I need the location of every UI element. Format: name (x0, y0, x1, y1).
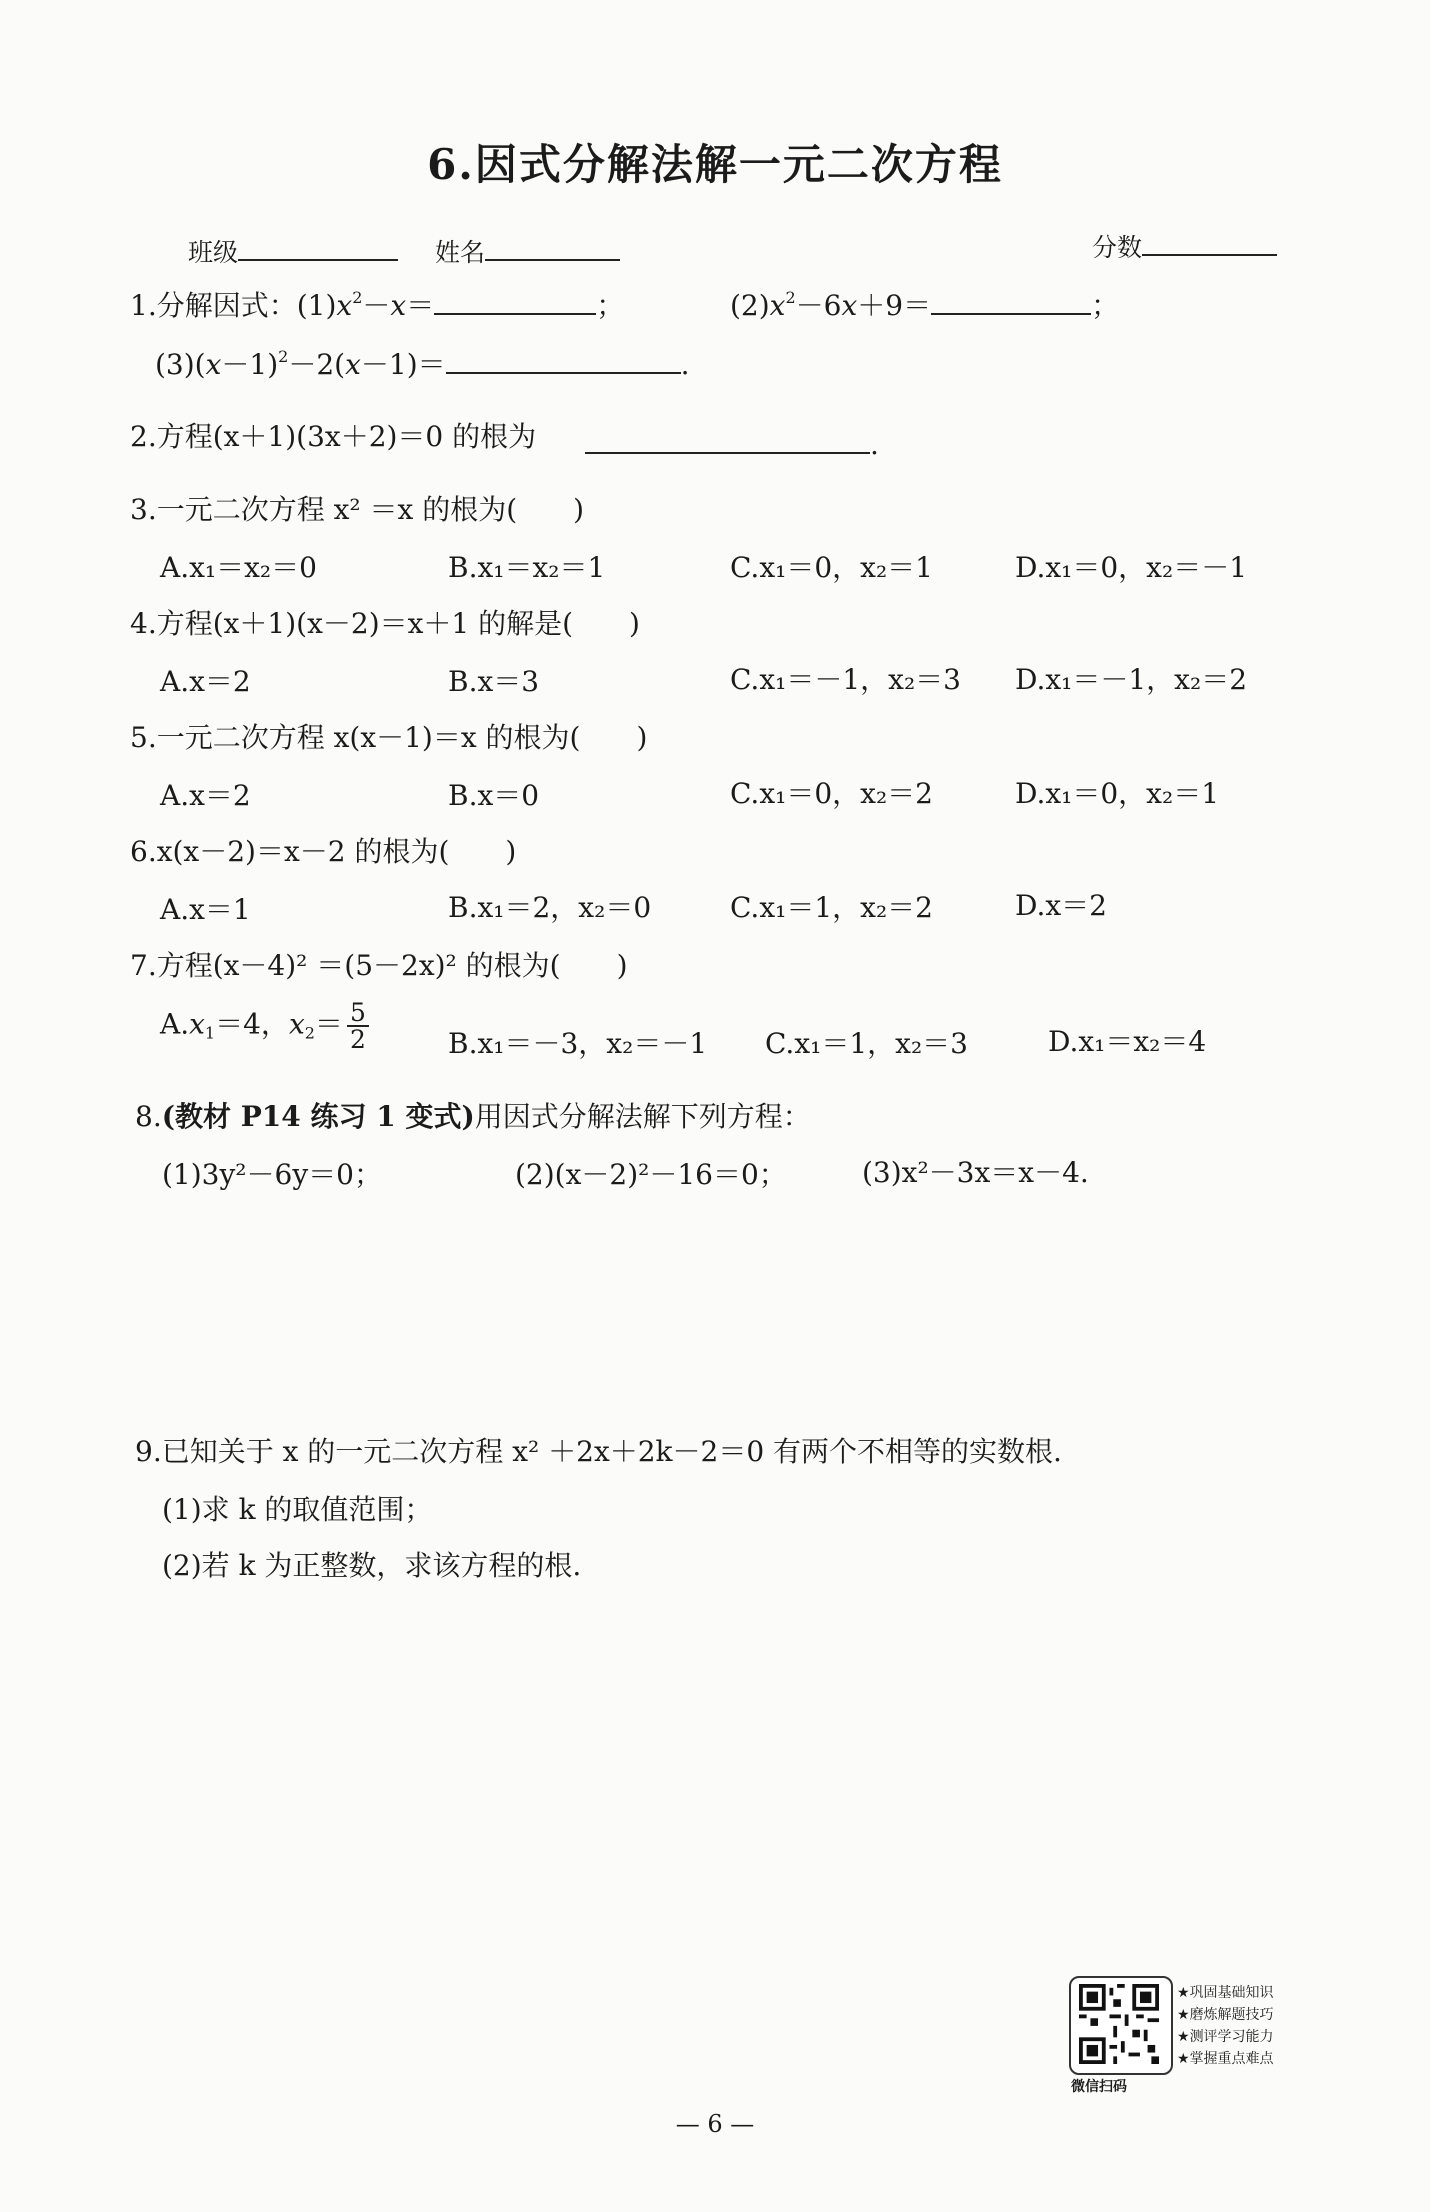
class-field (188, 233, 398, 269)
question-4-stem: 4.方程(x＋1)(x－2)＝x＋1 的解是( ) (130, 607, 640, 640)
question-7-option-a[interactable]: $A.x_1=4$，$x_2=$ $\frac{5}{2}$ (160, 1000, 369, 1052)
answer-blank-2[interactable] (585, 452, 870, 454)
page-number: — 6 — (675, 2110, 755, 2138)
question-5-option-c[interactable]: C.x₁＝0，x₂＝2 (730, 777, 933, 810)
qr-feature-item: ★巩固基础知识 (1177, 1985, 1274, 2001)
question-4-option-d[interactable]: D.x₁＝－1，x₂＝2 (1015, 663, 1248, 696)
question-1-part-2-prefix: (2) (730, 289, 770, 322)
question-1-part-3: $(3)(x-1)^2-2(x-1)=$ . (155, 347, 690, 381)
name-blank[interactable] (485, 259, 620, 261)
question-4-option-b[interactable]: B.x＝3 (448, 665, 540, 698)
page-title: 6.因式分解法解一元二次方程 (427, 140, 1003, 189)
qr-feature-list (1177, 1982, 1274, 2070)
fraction-five-halves: $\frac{5}{2}$ (347, 1000, 369, 1052)
question-3-option-b[interactable]: B.x₁＝x₂＝1 (448, 551, 606, 584)
question-8-part-1: (1)3y²－6y＝0； (162, 1158, 382, 1191)
question-6-option-a[interactable]: A.x＝1 (160, 893, 251, 926)
question-3-option-a[interactable]: A.x₁＝x₂＝0 (160, 551, 317, 584)
question-1-part-3-prefix: (3) (155, 348, 195, 381)
question-8-part-3: (3)x²－3x＝x－4. (862, 1156, 1089, 1189)
name-label: 姓名 (435, 238, 486, 267)
qr-code-icon[interactable] (1079, 1984, 1159, 2064)
question-8-stem-line (135, 1095, 811, 1135)
question-7-option-c[interactable]: C.x₁＝1，x₂＝3 (765, 1027, 968, 1060)
question-3-option-c[interactable]: C.x₁＝0，x₂＝1 (730, 551, 933, 584)
question-9-part-1: (1)求 k 的取值范围； (162, 1493, 433, 1526)
question-6-option-c[interactable]: C.x₁＝1，x₂＝2 (730, 891, 933, 924)
question-2-stem: 2.方程(x＋1)(3x＋2)＝0 的根为 (130, 420, 537, 453)
name-field (435, 233, 620, 269)
question-9-stem: 9.已知关于 x 的一元二次方程 x² ＋2x＋2k－2＝0 有两个不相等的实数根. (135, 1435, 1062, 1468)
question-5-option-a[interactable]: A.x＝2 (160, 779, 251, 812)
question-8-stem: 用因式分解法解下列方程： (474, 1100, 811, 1133)
question-7-option-b[interactable]: B.x₁＝－3，x₂＝－1 (448, 1027, 708, 1060)
question-5-stem: 5.一元二次方程 x(x－1)＝x 的根为( ) (130, 721, 648, 754)
question-1-stem: 1.分解因式：(1) (130, 289, 337, 322)
question-4-option-c[interactable]: C.x₁＝－1，x₂＝3 (730, 663, 961, 696)
answer-blank-1-3[interactable] (446, 372, 681, 374)
question-7-stem: 7.方程(x－4)² ＝(5－2x)² 的根为( ) (130, 949, 628, 982)
question-8-part-2: (2)(x－2)²－16＝0； (515, 1158, 787, 1191)
qr-code-block (1065, 1968, 1285, 2103)
question-6-option-b[interactable]: B.x₁＝2，x₂＝0 (448, 891, 652, 924)
question-2-answer: . (585, 428, 879, 461)
score-blank[interactable] (1142, 254, 1277, 256)
question-8-number: 8. (135, 1100, 162, 1133)
question-6-stem: 6.x(x－2)＝x－2 的根为( ) (130, 835, 517, 868)
class-label: 班级 (188, 238, 239, 267)
score-field (1092, 228, 1277, 264)
question-9-part-2: (2)若 k 为正整数，求该方程的根. (162, 1549, 582, 1582)
question-5-option-d[interactable]: D.x₁＝0，x₂＝1 (1015, 777, 1220, 810)
question-5-option-b[interactable]: B.x＝0 (448, 779, 540, 812)
question-3-stem: 3.一元二次方程 x² ＝x 的根为( ) (130, 493, 585, 526)
score-label: 分数 (1092, 233, 1143, 262)
question-1-part-2: $(2)x^2-6x+9=$ ； (730, 288, 1120, 322)
question-1-line-1: 1.分解因式：$(1)x^2-x=$ ； (130, 288, 625, 322)
question-8-source: (教材 P14 练习 1 变式) (161, 1100, 475, 1133)
question-3-option-d[interactable]: D.x₁＝0，x₂＝－1 (1015, 551, 1248, 584)
question-2 (130, 415, 536, 455)
question-6-option-d[interactable]: D.x＝2 (1015, 889, 1107, 922)
qr-feature-item: ★磨炼解题技巧 (1177, 2007, 1274, 2023)
qr-caption: 微信扫码 (1071, 2079, 1127, 2095)
class-blank[interactable] (238, 259, 398, 261)
question-4-option-a[interactable]: A.x＝2 (160, 665, 251, 698)
qr-feature-item: ★测评学习能力 (1177, 2029, 1274, 2045)
answer-blank-1-1[interactable] (434, 313, 596, 315)
answer-blank-1-2[interactable] (931, 313, 1091, 315)
question-7-option-d[interactable]: D.x₁＝x₂＝4 (1048, 1025, 1207, 1058)
qr-feature-item: ★掌握重点难点 (1177, 2051, 1274, 2067)
